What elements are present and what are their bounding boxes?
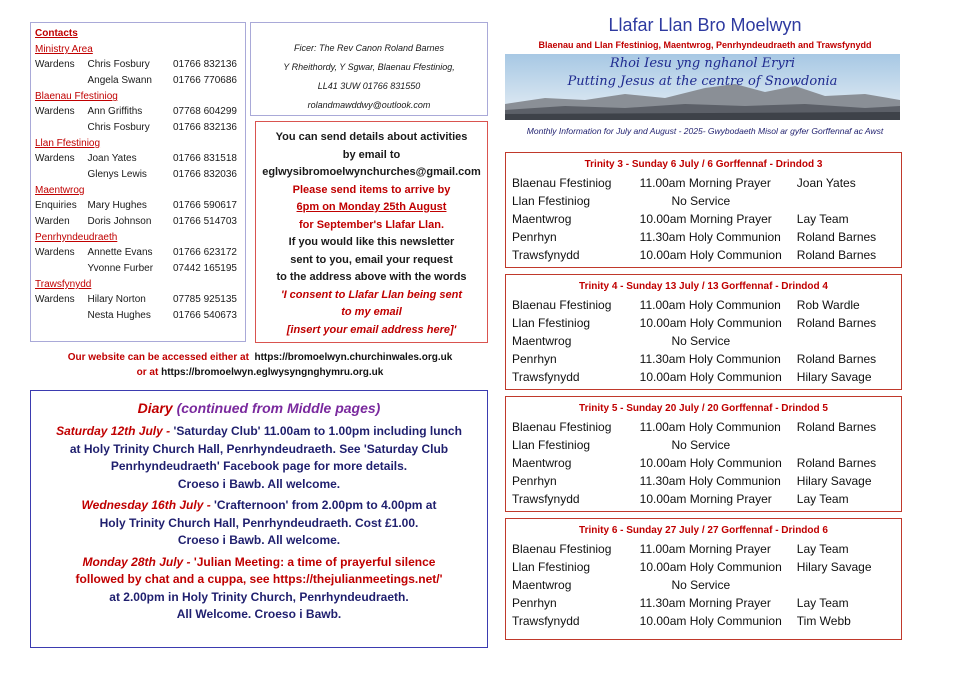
- diary-entry-text: at 2.00pm in Holy Trinity Church, Penrhyndeudraeth.: [109, 589, 409, 604]
- contact-phone[interactable]: 01766 832136: [172, 59, 237, 70]
- service-time: 11.00am Morning Prayer: [639, 542, 771, 556]
- contact-phone[interactable]: 07442 165195: [172, 262, 237, 274]
- contact-area-title: Trawsfynydd: [35, 279, 92, 290]
- vicar-email[interactable]: rolandmawddwy@outlook.com: [307, 100, 431, 110]
- website-info: [30, 350, 490, 380]
- deadline-text: Please send items to arrive by: [292, 183, 451, 196]
- service-time: 10.00am Holy Communion: [639, 316, 782, 330]
- service-schedule-week: [505, 274, 902, 390]
- service-time: 10.00am Holy Communion: [639, 370, 782, 384]
- service-leader: Roland Barnes: [796, 456, 877, 470]
- service-time: 10.00am Holy Communion: [639, 456, 782, 470]
- contact-row: [35, 261, 241, 277]
- service-church: Blaenau Ffestiniog: [512, 298, 612, 312]
- contact-row: [35, 245, 241, 261]
- service-leader: Lay Team: [796, 596, 849, 610]
- contact-phone[interactable]: 01766 832136: [172, 121, 237, 133]
- diary-entry: [31, 554, 487, 624]
- deadline-text: for September's Llafar Llan.: [298, 218, 445, 231]
- service-time: No Service: [671, 194, 731, 208]
- vicar-address-line: Y Rheithordy, Y Sgwar, Blaenau Ffestiniog,: [283, 62, 455, 72]
- contact-role: [35, 261, 87, 277]
- service-time: 10.00am Holy Communion: [639, 248, 782, 262]
- subscribe-text: to the address above with the words: [276, 271, 467, 283]
- service-leader: Roland Barnes: [796, 248, 877, 262]
- service-row: [512, 192, 895, 210]
- service-church: Penrhyn: [512, 352, 557, 366]
- diary-panel: [30, 390, 488, 648]
- diary-entry-text: All Welcome. Croeso i Bawb.: [176, 607, 342, 621]
- contact-role: Wardens: [35, 106, 75, 117]
- service-leader: [797, 436, 895, 454]
- contact-area-title: Ministry Area: [35, 44, 93, 55]
- service-church: Penrhyn: [512, 474, 557, 488]
- diary-entry-date: Wednesday 16th July -: [81, 498, 211, 512]
- service-church: Trawsfynydd: [512, 614, 580, 628]
- service-row: [512, 368, 895, 386]
- diary-title-continued: (continued from Middle pages): [176, 400, 381, 416]
- contact-name: Hilary Norton: [87, 294, 146, 305]
- monthly-info-line: Monthly Information for July and August - 2025- Gwybodaeth Misol ar gyfer Gorffennaf ac Awst: [526, 126, 884, 136]
- diary-entry-text: at Holy Trinity Church Hall, Penrhyndeudraeth. See 'Saturday Club: [69, 441, 449, 456]
- contact-row: [35, 198, 241, 214]
- contact-name: Annette Evans: [87, 247, 153, 258]
- service-church: Trawsfynydd: [512, 248, 580, 262]
- service-church: Blaenau Ffestiniog: [512, 176, 612, 190]
- contact-row: [35, 308, 241, 324]
- diary-entry-text: 'Julian Meeting: a time of prayerful silence: [190, 554, 436, 569]
- contact-role: Enquiries: [35, 200, 77, 211]
- contact-row: [35, 104, 241, 120]
- diary-entry-text: followed by chat and a cuppa, see https://thejulianmeetings.net/': [75, 572, 443, 586]
- service-time: 11.00am Morning Prayer: [639, 176, 771, 190]
- service-leader: [797, 332, 895, 350]
- service-row: [512, 472, 895, 490]
- service-leader: Roland Barnes: [796, 352, 877, 366]
- service-leader: [797, 576, 895, 594]
- website-link[interactable]: https://bromoelwyn.eglwysyngnghymru.org.uk: [161, 367, 384, 378]
- service-schedule-week: [505, 518, 902, 640]
- service-leader: Joan Yates: [796, 176, 856, 190]
- service-row: [512, 594, 895, 612]
- service-time: 10.00am Holy Communion: [639, 614, 782, 628]
- contact-name: Mary Hughes: [87, 200, 147, 211]
- vicar-postcode-phone: LL41 3UW 01766 831550: [317, 81, 421, 91]
- contact-role: [35, 120, 87, 136]
- website-label: or at: [136, 367, 159, 378]
- service-church: Blaenau Ffestiniog: [512, 542, 612, 556]
- service-row: [512, 174, 895, 192]
- service-row: [512, 490, 895, 508]
- snowdonia-banner-image: [505, 54, 900, 120]
- diary-entry: [31, 423, 487, 493]
- service-schedule-week: [505, 152, 902, 268]
- contact-row: [35, 57, 241, 73]
- service-row: [512, 314, 895, 332]
- service-time: No Service: [671, 334, 731, 348]
- service-row: [512, 210, 895, 228]
- diary-entry-text: Holy Trinity Church Hall, Penrhyndeudraeth. Cost £1.00.: [99, 515, 419, 530]
- service-week-title: Trinity 5 - Sunday 20 July / 20 Gorffennaf - Drindod 5: [579, 403, 828, 414]
- service-week-title: Trinity 3 - Sunday 6 July / 6 Gorffennaf - Drindod 3: [584, 159, 823, 170]
- service-church: Penrhyn: [512, 230, 557, 244]
- subscribe-text: If you would like this newsletter: [288, 236, 455, 248]
- service-leader: Hilary Savage: [796, 474, 872, 488]
- contact-name: Joan Yates: [87, 153, 137, 164]
- service-church: Llan Ffestiniog: [512, 194, 591, 208]
- service-row: [512, 296, 895, 314]
- consent-text: to my email: [341, 306, 402, 318]
- newsletter-header: [500, 12, 910, 52]
- website-label: Our website can be accessed either at: [67, 352, 249, 363]
- banner-english-motto: Putting Jesus at the centre of Snowdonia: [567, 74, 838, 89]
- service-time: 11.30am Holy Communion: [639, 474, 781, 488]
- service-time: 11.30am Holy Communion: [639, 352, 781, 366]
- submissions-panel: [255, 121, 488, 343]
- service-time: 10.00am Holy Communion: [639, 560, 782, 574]
- diary-title-text: Diary: [137, 400, 173, 416]
- contact-area-title: Maentwrog: [35, 185, 85, 196]
- service-schedule-week: [505, 396, 902, 512]
- service-church: Maentwrog: [512, 334, 572, 348]
- contact-area-title: Penrhyndeudraeth: [35, 232, 118, 243]
- service-church: Penrhyn: [512, 596, 557, 610]
- diary-entry-text: Croeso i Bawb. All welcome.: [177, 476, 341, 491]
- service-row: [512, 228, 895, 246]
- submissions-text: You can send details about activities: [275, 131, 468, 143]
- service-leader: Hilary Savage: [796, 560, 872, 574]
- contact-name: Glenys Lewis: [87, 168, 147, 180]
- website-link[interactable]: https://bromoelwyn.churchinwales.org.uk: [254, 352, 453, 363]
- service-church: Trawsfynydd: [512, 370, 580, 384]
- banner-welsh-motto: Rhoi Iesu yng nghanol Eryri: [609, 56, 796, 71]
- service-leader: Rob Wardle: [796, 298, 860, 312]
- contact-phone[interactable]: 07785 925135: [172, 294, 237, 305]
- contact-name: Doris Johnson: [87, 215, 152, 227]
- consent-text: [insert your email address here]': [286, 323, 457, 336]
- service-row: [512, 246, 895, 264]
- vicar-name: Ficer: The Rev Canon Roland Barnes: [293, 43, 445, 53]
- contact-name: Chris Fosbury: [87, 59, 150, 70]
- contact-name: Ann Griffiths: [87, 106, 143, 117]
- contact-role: Wardens: [35, 247, 75, 258]
- service-leader: Lay Team: [796, 542, 849, 556]
- service-time: 11.00am Holy Communion: [639, 298, 781, 312]
- service-week-title: Trinity 4 - Sunday 13 July / 13 Gorffennaf - Drindod 4: [579, 281, 828, 292]
- service-time: No Service: [671, 438, 731, 452]
- service-church: Llan Ffestiniog: [512, 316, 591, 330]
- service-row: [512, 350, 895, 368]
- service-row: [512, 332, 895, 350]
- service-church: Blaenau Ffestiniog: [512, 420, 612, 434]
- service-row: [512, 612, 895, 630]
- contact-name: Nesta Hughes: [87, 309, 151, 321]
- diary-entry-text: Penrhyndeudraeth' Facebook page for more details.: [110, 459, 408, 473]
- service-church: Llan Ffestiniog: [512, 438, 591, 452]
- diary-entry-text: 'Saturday Club' 11.00am to 1.00pm including lunch: [170, 424, 462, 438]
- vicar-panel: [250, 22, 488, 116]
- contact-area-title: Blaenau Ffestiniog: [35, 91, 118, 102]
- submissions-email[interactable]: eglwysibromoelwynchurches@gmail.com: [262, 166, 481, 178]
- subscribe-text: sent to you, email your request: [290, 253, 453, 266]
- diary-entry: [31, 497, 487, 550]
- contact-phone[interactable]: 01766 623172: [172, 247, 237, 258]
- service-church: Llan Ffestiniog: [512, 560, 591, 574]
- newsletter-title: Llafar Llan Bro Moelwyn: [608, 15, 802, 35]
- service-row: [512, 558, 895, 576]
- contact-row: [35, 214, 241, 230]
- contacts-panel: [30, 22, 246, 342]
- contact-phone[interactable]: 01766 590617: [172, 200, 237, 211]
- service-row: [512, 436, 895, 454]
- contact-row: [35, 151, 241, 167]
- contact-phone[interactable]: 01766 832036: [172, 168, 237, 180]
- contact-role: Wardens: [35, 153, 75, 164]
- contacts-heading: Contacts: [35, 28, 78, 39]
- service-leader: Roland Barnes: [796, 316, 877, 330]
- contact-phone[interactable]: 07768 604299: [172, 106, 237, 117]
- service-church: Maentwrog: [512, 212, 572, 226]
- contact-area-title: Llan Ffestiniog: [35, 138, 101, 149]
- service-leader: Lay Team: [796, 212, 849, 226]
- service-row: [512, 540, 895, 558]
- contact-role: [35, 167, 87, 183]
- contact-role: Wardens: [35, 59, 75, 70]
- contact-role: Wardens: [35, 294, 75, 305]
- service-row: [512, 418, 895, 436]
- service-leader: [797, 192, 895, 210]
- contact-name: Yvonne Furber: [87, 262, 154, 274]
- contact-role: Warden: [35, 215, 70, 227]
- service-leader: Roland Barnes: [796, 230, 877, 244]
- contact-name: Chris Fosbury: [87, 121, 150, 133]
- diary-entry-text: Croeso i Bawb. All welcome.: [177, 533, 341, 547]
- service-time: 11.30am Holy Communion: [639, 230, 781, 244]
- contact-phone[interactable]: 01766 540673: [172, 309, 237, 321]
- contact-row: [35, 292, 241, 308]
- diary-entry-date: Monday 28th July -: [82, 554, 191, 569]
- service-church: Maentwrog: [512, 456, 572, 470]
- service-leader: Lay Team: [796, 492, 849, 506]
- contact-role: [35, 73, 87, 89]
- submissions-text: by email to: [342, 148, 401, 161]
- contact-phone[interactable]: 01766 770686: [172, 74, 237, 86]
- deadline-date: 6pm on Monday 25th August: [296, 201, 447, 213]
- contact-row: [35, 167, 241, 183]
- diary-title: [31, 397, 487, 419]
- service-time: 11.00am Holy Communion: [639, 420, 781, 434]
- consent-text: 'I consent to Llafar Llan being sent: [280, 288, 463, 301]
- contact-phone[interactable]: 01766 514703: [172, 215, 237, 227]
- service-church: Maentwrog: [512, 578, 572, 592]
- service-time: 10.00am Morning Prayer: [639, 492, 772, 506]
- service-row: [512, 454, 895, 472]
- service-time: 11.30am Morning Prayer: [639, 596, 771, 610]
- service-time: No Service: [671, 578, 731, 592]
- service-row: [512, 576, 895, 594]
- service-week-title: Trinity 6 - Sunday 27 July / 27 Gorffennaf - Drindod 6: [579, 525, 828, 536]
- service-leader: Roland Barnes: [796, 420, 877, 434]
- diary-entry-date: Saturday 12th July -: [56, 424, 171, 438]
- contact-role: [35, 308, 87, 324]
- contact-phone[interactable]: 01766 831518: [172, 153, 237, 164]
- contact-name: Angela Swann: [87, 74, 152, 86]
- service-leader: Hilary Savage: [796, 370, 872, 384]
- contact-row: [35, 120, 241, 136]
- diary-entry-text: 'Crafternoon' from 2.00pm to 4.00pm at: [210, 498, 437, 512]
- service-church: Trawsfynydd: [512, 492, 580, 506]
- service-leader: Tim Webb: [796, 614, 851, 628]
- contact-row: [35, 73, 241, 89]
- parishes-subtitle: Blaenau and Llan Ffestiniog, Maentwrog, Penrhyndeudraeth and Trawsfynydd: [538, 40, 872, 50]
- service-time: 10.00am Morning Prayer: [639, 212, 772, 226]
